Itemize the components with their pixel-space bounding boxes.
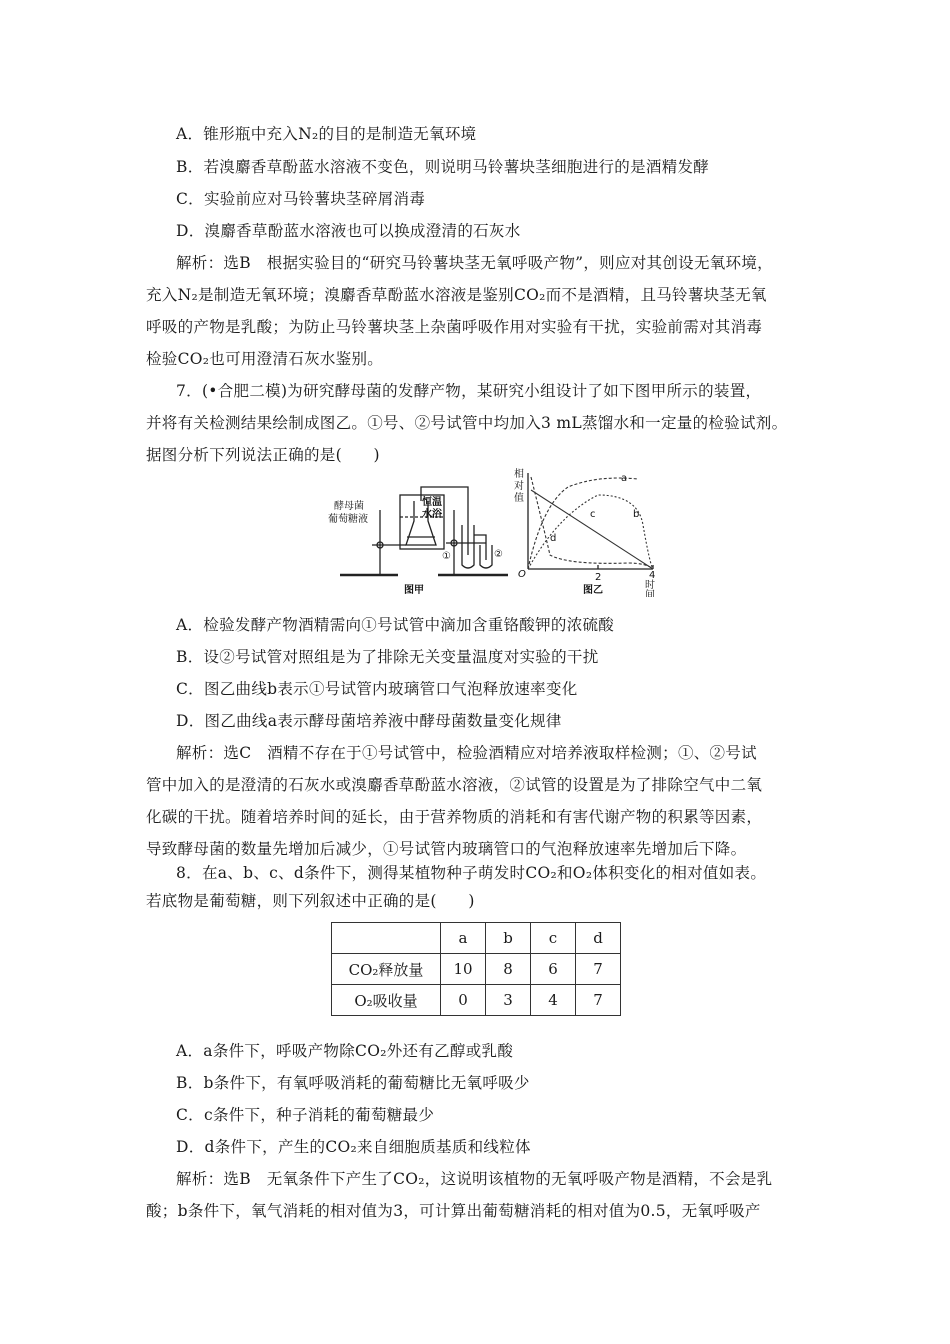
x-axis-label-2: 间 <box>645 590 655 597</box>
table-cell: 0 <box>441 985 486 1016</box>
q8-option-c: C．c条件下，种子消耗的葡萄糖最少 <box>176 1106 435 1124</box>
x-axis-label-1: 时 <box>645 580 655 591</box>
curve-c-line <box>531 490 653 569</box>
table-header-cell <box>332 923 441 954</box>
q8-option-a: A．a条件下，呼吸产物除CO₂外还有乙醇或乳酸 <box>176 1042 514 1060</box>
q7-analysis-line: 导致酵母菌的数量先增加后减少，①号试管内玻璃管口的气泡释放速率先增加后下降。 <box>146 840 747 858</box>
q7-analysis-line: 管中加入的是澄清的石灰水或溴麝香草酚蓝水溶液，②试管的设置是为了排除空气中二氧 <box>146 776 763 794</box>
table-cell: CO₂释放量 <box>332 954 441 985</box>
table-header-cell: c <box>531 923 576 954</box>
y-axis-label-1: 相 <box>514 469 524 480</box>
q6-option-a: A．锥形瓶中充入N₂的目的是制造无氧环境 <box>176 125 477 143</box>
q7-stem-line: 并将有关检测结果绘制成图乙。①号、②号试管中均加入3 mL蒸馏水和一定量的检验试剂。 <box>146 414 788 432</box>
q8-analysis-line: 酸；b条件下，氧气消耗的相对值为3，可计算出葡萄糖消耗的相对值为0.5，无氧呼吸产 <box>146 1202 761 1220</box>
table-row <box>332 954 621 985</box>
q7-stem-line: 7．(•合肥二模)为研究酵母菌的发酵产物，某研究小组设计了如下图甲所示的装置， <box>176 382 762 400</box>
q7-analysis-line: 化碳的干扰。随着培养时间的延长，由于营养物质的消耗和有害代谢产物的积累等因素， <box>146 808 763 826</box>
q6-option-d: D．溴麝香草酚蓝水溶液也可以换成澄清的石灰水 <box>176 222 521 240</box>
curve-d-line <box>531 477 653 569</box>
curve-c-label: c <box>590 509 596 520</box>
tube-1-label: ① <box>442 551 451 562</box>
yeast-label: 酵母菌 <box>334 501 364 512</box>
table-header-cell: d <box>576 923 621 954</box>
curve-a-label: a <box>621 473 628 484</box>
table-row <box>332 985 621 1016</box>
table-cell: 7 <box>576 985 621 1016</box>
curve-d-label: d <box>550 533 557 544</box>
q7-option-c: C．图乙曲线b表示①号试管内玻璃管口气泡释放速率变化 <box>176 680 578 698</box>
figure-a-caption: 图甲 <box>404 585 424 596</box>
table-cell: O₂吸收量 <box>332 985 441 1016</box>
q8-stem-line: 若底物是葡萄糖，则下列叙述中正确的是( ) <box>146 892 475 910</box>
table-cell: 10 <box>441 954 486 985</box>
q8-stem-line: 8．在a、b、c、d条件下，测得某植物种子萌发时CO₂和O₂体积变化的相对值如表。 <box>176 864 767 882</box>
q8-option-d: D．d条件下，产生的CO₂来自细胞质基质和线粒体 <box>176 1138 531 1156</box>
table-cell: 6 <box>531 954 576 985</box>
table-cell: 3 <box>486 985 531 1016</box>
curve-b-line <box>528 495 653 569</box>
table-cell: 4 <box>531 985 576 1016</box>
x-tick-2: 2 <box>595 572 602 583</box>
q7-figure-svg <box>328 465 668 597</box>
curve-b-label: b <box>633 509 640 520</box>
y-axis-label-3: 值 <box>514 493 524 504</box>
q7-figure <box>328 465 668 601</box>
table-cell: 8 <box>486 954 531 985</box>
table-header-row <box>332 923 621 954</box>
table-header-cell: b <box>486 923 531 954</box>
q6-analysis-line: 解析：选B 根据实验目的“研究马铃薯块茎无氧呼吸产物”，则应对其创设无氧环境， <box>176 254 773 272</box>
table-cell: 7 <box>576 954 621 985</box>
q7-option-b: B．设②号试管对照组是为了排除无关变量温度对实验的干扰 <box>176 648 599 666</box>
bath-label-2: 水浴 <box>422 509 442 520</box>
tube-2-label: ② <box>494 549 503 560</box>
q8-option-b: B．b条件下，有氧呼吸消耗的葡萄糖比无氧呼吸少 <box>176 1074 530 1092</box>
x-tick-4: 4 <box>649 570 656 581</box>
y-axis-label-2: 对 <box>514 481 524 492</box>
q6-option-b: B．若溴麝香草酚蓝水溶液不变色，则说明马铃薯块茎细胞进行的是酒精发酵 <box>176 158 710 176</box>
table-header-cell: a <box>441 923 486 954</box>
q7-option-a: A．检验发酵产物酒精需向①号试管中滴加含重铬酸钾的浓硫酸 <box>176 616 615 634</box>
q7-option-d: D．图乙曲线a表示酵母菌培养液中酵母菌数量变化规律 <box>176 712 562 730</box>
figure-b-caption: 图乙 <box>583 585 603 596</box>
q6-option-c: C．实验前应对马铃薯块茎碎屑消毒 <box>176 190 426 208</box>
q6-analysis-line: 呼吸的产物是乳酸；为防止马铃薯块茎上杂菌呼吸作用对实验有干扰，实验前需对其消毒 <box>146 318 763 336</box>
q7-stem-line: 据图分析下列说法正确的是( ) <box>146 446 380 464</box>
q8-analysis-line: 解析：选B 无氧条件下产生了CO₂，这说明该植物的无氧呼吸产物是酒精，不会是乳 <box>176 1170 773 1188</box>
origin-label: O <box>518 569 526 580</box>
glucose-label: 葡萄糖液 <box>328 514 368 525</box>
q7-analysis-line: 解析：选C 酒精不存在于①号试管中，检验酒精应对培养液取样检测；①、②号试 <box>176 744 757 762</box>
q6-analysis-line: 检验CO₂也可用澄清石灰水鉴别。 <box>146 350 384 368</box>
bath-label-1: 恒温 <box>422 497 442 508</box>
q8-data-table <box>331 922 621 1016</box>
q6-analysis-line: 充入N₂是制造无氧环境；溴麝香草酚蓝水溶液是鉴别CO₂而不是酒精，且马铃薯块茎无氧 <box>146 286 767 304</box>
